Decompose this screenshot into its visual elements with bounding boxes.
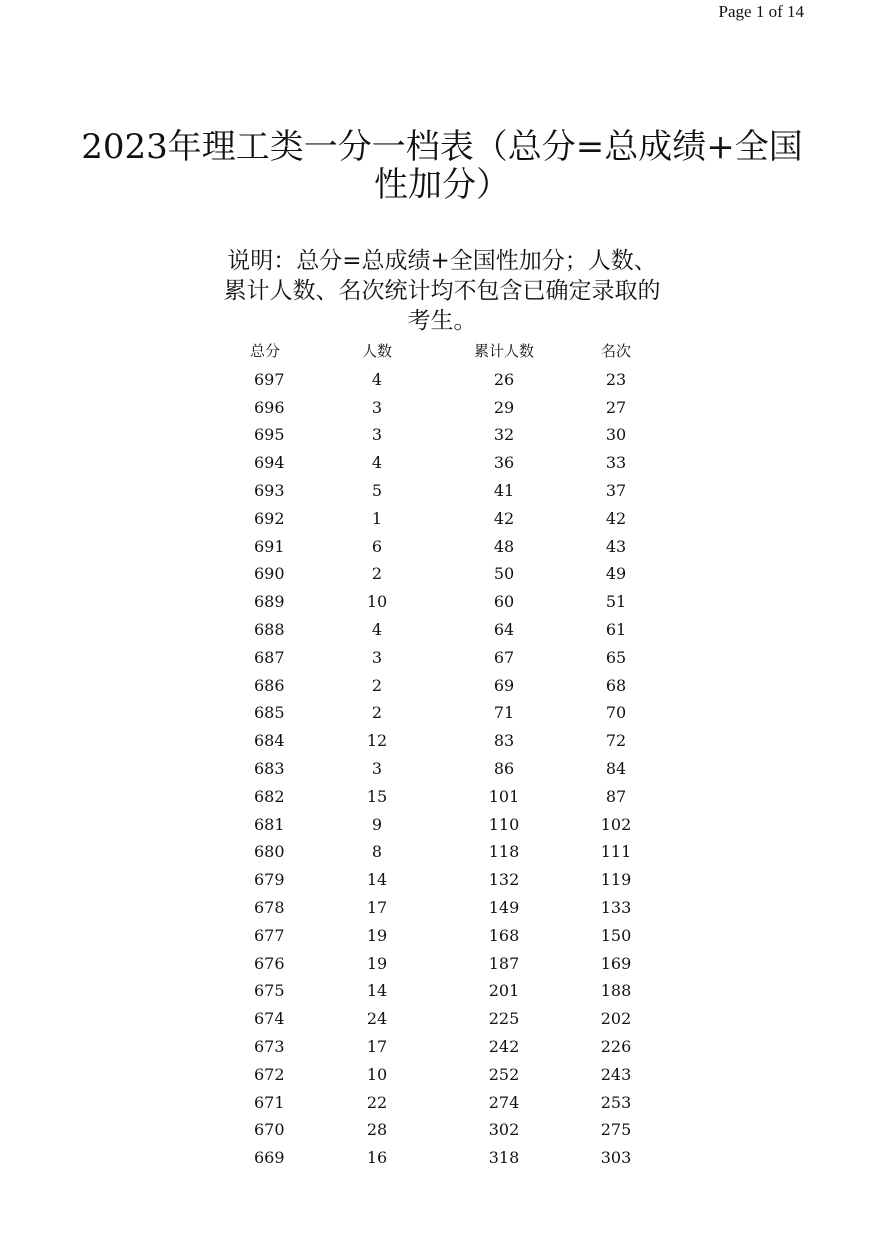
- cell-count: 5: [371, 480, 383, 500]
- table-row: [230, 394, 670, 422]
- cell-rank: 253: [600, 1092, 632, 1112]
- cell-score: 694: [254, 453, 285, 473]
- cell-count: 19: [366, 953, 388, 973]
- cell-cumulative: 67: [493, 647, 515, 667]
- table-row: [230, 1005, 670, 1033]
- table-row: [230, 811, 670, 839]
- document-note: 说明：总分=总成绩+全国性加分；人数、累计人数、名次统计均不包含已确定录取的考生。: [223, 248, 661, 334]
- cell-rank: 23: [605, 369, 627, 389]
- cell-cumulative: 36: [493, 453, 515, 473]
- cell-rank: 275: [600, 1120, 632, 1140]
- cell-cumulative: 48: [493, 536, 515, 556]
- cell-rank: 188: [600, 981, 632, 1001]
- cell-score: 688: [254, 619, 285, 639]
- table-row: [230, 727, 670, 755]
- cell-cumulative: 274: [488, 1092, 520, 1112]
- cell-cumulative: 252: [488, 1064, 520, 1084]
- cell-cumulative: 29: [493, 397, 515, 417]
- cell-score: 677: [254, 925, 285, 945]
- table-header: [230, 338, 670, 366]
- cell-score: 691: [254, 536, 285, 556]
- cell-score: 686: [254, 675, 285, 695]
- cell-cumulative: 225: [488, 1009, 520, 1029]
- cell-count: 12: [366, 731, 388, 751]
- cell-count: 9: [371, 814, 383, 834]
- cell-cumulative: 71: [493, 703, 515, 723]
- cell-count: 10: [366, 1064, 388, 1084]
- cell-count: 4: [371, 453, 383, 473]
- cell-rank: 42: [605, 508, 627, 528]
- cell-count: 24: [366, 1009, 388, 1029]
- cell-score: 683: [254, 758, 285, 778]
- cell-count: 14: [366, 870, 388, 890]
- table-row: [230, 894, 670, 922]
- table-row: [230, 421, 670, 449]
- cell-cumulative: 83: [493, 731, 515, 751]
- cell-count: 19: [366, 925, 388, 945]
- cell-count: 1: [371, 508, 383, 528]
- cell-rank: 303: [600, 1148, 632, 1168]
- document-title: 2023年理工类一分一档表（总分=总成绩+全国性加分）: [81, 127, 803, 205]
- cell-score: 676: [254, 953, 285, 973]
- column-header-score: 总分: [250, 342, 281, 360]
- cell-count: 3: [371, 425, 383, 445]
- cell-rank: 87: [605, 786, 627, 806]
- table-row: [230, 1144, 670, 1169]
- cell-count: 3: [371, 758, 383, 778]
- table-row: [230, 699, 670, 727]
- cell-score: 684: [254, 731, 285, 751]
- table-row: [230, 477, 670, 505]
- cell-score: 690: [254, 564, 285, 584]
- cell-count: 4: [371, 619, 383, 639]
- table-row: [230, 644, 670, 672]
- cell-score: 697: [254, 369, 285, 389]
- column-header-rank: 名次: [600, 342, 631, 360]
- cell-count: 10: [366, 592, 388, 612]
- cell-rank: 111: [600, 842, 632, 862]
- cell-score: 672: [254, 1064, 285, 1084]
- cell-count: 28: [366, 1120, 388, 1140]
- cell-cumulative: 132: [488, 870, 520, 890]
- cell-count: 2: [371, 675, 383, 695]
- cell-rank: 27: [605, 397, 627, 417]
- cell-cumulative: 26: [493, 369, 515, 389]
- cell-rank: 150: [600, 925, 632, 945]
- cell-score: 685: [254, 703, 285, 723]
- cell-score: 678: [254, 897, 285, 917]
- cell-score: 679: [254, 870, 285, 890]
- cell-count: 2: [371, 564, 383, 584]
- cell-count: 6: [371, 536, 383, 556]
- cell-cumulative: 242: [488, 1036, 520, 1056]
- score-table: [230, 338, 670, 1169]
- table-row: [230, 672, 670, 700]
- cell-cumulative: 50: [493, 564, 515, 584]
- cell-cumulative: 64: [493, 619, 515, 639]
- cell-score: 680: [254, 842, 285, 862]
- table-row: [230, 977, 670, 1005]
- table-row: [230, 1033, 670, 1061]
- cell-score: 687: [254, 647, 285, 667]
- cell-score: 695: [254, 425, 285, 445]
- column-header-count: 人数: [361, 342, 392, 360]
- cell-rank: 33: [605, 453, 627, 473]
- cell-count: 8: [371, 842, 383, 862]
- cell-rank: 30: [605, 425, 627, 445]
- cell-score: 693: [254, 480, 285, 500]
- cell-cumulative: 60: [493, 592, 515, 612]
- cell-score: 669: [254, 1148, 285, 1168]
- cell-count: 17: [366, 897, 388, 917]
- cell-rank: 49: [605, 564, 627, 584]
- cell-cumulative: 302: [488, 1120, 520, 1140]
- cell-count: 3: [371, 397, 383, 417]
- table-row: [230, 366, 670, 394]
- cell-rank: 43: [605, 536, 627, 556]
- cell-score: 673: [254, 1036, 285, 1056]
- cell-score: 674: [254, 1009, 285, 1029]
- cell-cumulative: 101: [488, 786, 520, 806]
- cell-cumulative: 118: [488, 842, 520, 862]
- cell-rank: 226: [600, 1036, 632, 1056]
- cell-cumulative: 42: [493, 508, 515, 528]
- table-row: [230, 449, 670, 477]
- cell-rank: 51: [605, 592, 627, 612]
- table-row: [230, 1089, 670, 1117]
- cell-rank: 65: [605, 647, 627, 667]
- cell-count: 14: [366, 981, 388, 1001]
- cell-cumulative: 187: [488, 953, 520, 973]
- table-row: [230, 505, 670, 533]
- cell-count: 4: [371, 369, 383, 389]
- cell-score: 675: [254, 981, 285, 1001]
- cell-score: 692: [254, 508, 285, 528]
- cell-count: 17: [366, 1036, 388, 1056]
- table-row: [230, 1116, 670, 1144]
- cell-count: 16: [366, 1148, 388, 1168]
- table-row: [230, 866, 670, 894]
- cell-cumulative: 149: [488, 897, 520, 917]
- cell-rank: 169: [600, 953, 632, 973]
- cell-cumulative: 41: [493, 480, 515, 500]
- cell-rank: 202: [600, 1009, 632, 1029]
- cell-cumulative: 32: [493, 425, 515, 445]
- page-number: Page 1 of 14: [718, 2, 804, 21]
- cell-rank: 102: [600, 814, 632, 834]
- cell-count: 2: [371, 703, 383, 723]
- table-row: [230, 922, 670, 950]
- table-row: [230, 533, 670, 561]
- cell-rank: 243: [600, 1064, 632, 1084]
- cell-count: 22: [366, 1092, 388, 1112]
- table-row: [230, 588, 670, 616]
- cell-rank: 133: [600, 897, 632, 917]
- cell-cumulative: 69: [493, 675, 515, 695]
- cell-rank: 70: [605, 703, 627, 723]
- table-row: [230, 950, 670, 978]
- cell-score: 671: [254, 1092, 285, 1112]
- table-row: [230, 616, 670, 644]
- cell-score: 670: [254, 1120, 285, 1140]
- cell-rank: 119: [600, 870, 632, 890]
- cell-cumulative: 168: [488, 925, 520, 945]
- cell-count: 3: [371, 647, 383, 667]
- cell-cumulative: 318: [488, 1148, 520, 1168]
- cell-rank: 61: [605, 619, 627, 639]
- cell-score: 696: [254, 397, 285, 417]
- table-row: [230, 755, 670, 783]
- table-row: [230, 1061, 670, 1089]
- cell-rank: 37: [605, 480, 627, 500]
- cell-rank: 84: [605, 758, 627, 778]
- table-row: [230, 783, 670, 811]
- column-header-cumulative: 累计人数: [473, 342, 534, 360]
- cell-rank: 72: [605, 731, 627, 751]
- table-row: [230, 560, 670, 588]
- cell-score: 689: [254, 592, 285, 612]
- table-row: [230, 838, 670, 866]
- cell-count: 15: [366, 786, 388, 806]
- cell-score: 682: [254, 786, 285, 806]
- cell-cumulative: 110: [488, 814, 520, 834]
- cell-cumulative: 201: [488, 981, 520, 1001]
- cell-rank: 68: [605, 675, 627, 695]
- cell-cumulative: 86: [493, 758, 515, 778]
- cell-score: 681: [254, 814, 285, 834]
